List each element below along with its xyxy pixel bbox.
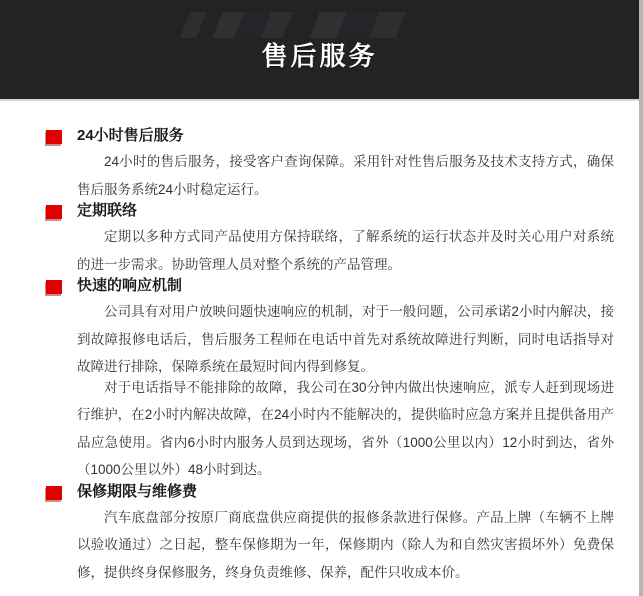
red-square-bullet-icon	[46, 130, 62, 144]
section-24h-service	[0, 128, 614, 203]
section-paragraph: 对于电话指导不能排除的故障，我公司在30分钟内做出快速响应，派专人赶到现场进行维护，在2小时内解决故障，在24小时内不能解决的，提供临时应急方案并且提供备用产品应急使用。省内6小时内服务人员到达现场，省外（1000公里以内）12小时到达，省外（1000公里以外）48小时到达。	[77, 379, 614, 477]
content-area	[0, 101, 639, 586]
section-heading: 定期联络	[77, 202, 138, 219]
section-rapid-response	[0, 278, 614, 484]
section-regular-contact	[0, 203, 614, 278]
section-paragraph: 定期以多种方式同产品使用方保持联络，了解系统的运行状态并及时关心用户对系统的进一步需求。协助管理人员对整个系统的产品管理。	[77, 229, 614, 272]
section-paragraph: 汽车底盘部分按原厂商底盘供应商提供的报修条款进行保修。产品上牌（车辆不上牌以验收通过）之日起，整车保修期为一年，保修期内（除人为和自然灾害损坏外）免费保修，提供终身保修服务，终身负责维修、保养，配件只收成本价。	[77, 509, 614, 580]
section-heading: 24小时售后服务	[77, 127, 184, 144]
red-square-bullet-icon	[46, 486, 62, 500]
page-header-banner	[0, 0, 639, 101]
section-paragraph: 公司具有对用户放映问题快速响应的机制，对于一般问题，公司承诺2小时内解决，接到故障报修电话后，售后服务工程师在电话中首先对系统故障进行判断，同时电话指导对故障进行排除，保障系统在最短时间内得到修复。	[77, 304, 614, 374]
section-heading: 快速的响应机制	[77, 277, 183, 294]
section-warranty-fees	[0, 484, 614, 587]
section-heading: 保修期限与维修费	[77, 482, 198, 500]
red-square-bullet-icon	[46, 205, 62, 219]
page-title: 售后服务	[261, 41, 378, 71]
section-paragraph: 24小时的售后服务，接受客户查询保障。采用针对性售后服务及技术支持方式，确保售后服务系统24小时稳定运行。	[77, 154, 614, 197]
red-square-bullet-icon	[46, 280, 62, 294]
